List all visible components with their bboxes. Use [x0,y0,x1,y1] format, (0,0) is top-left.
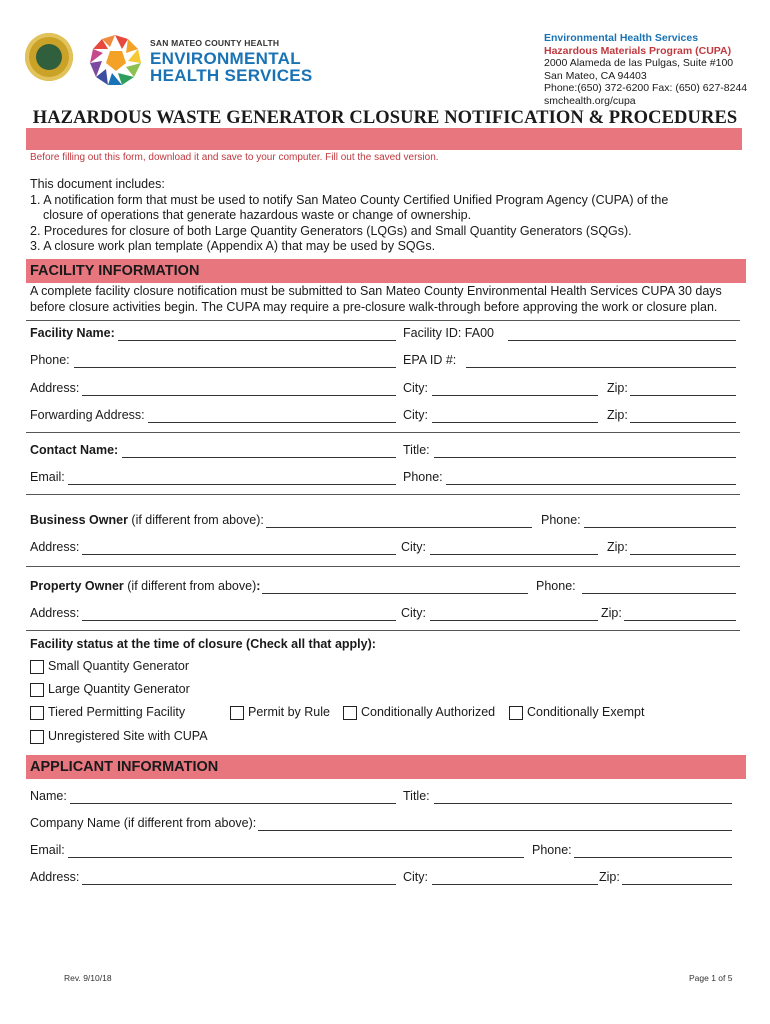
address-field[interactable] [82,395,396,396]
forwarding-city-field[interactable] [432,422,598,423]
lqg-label: Large Quantity Generator [48,682,190,696]
property-owner-field[interactable] [262,593,528,594]
applicant-zip-field[interactable] [622,884,732,885]
property-zip-field[interactable] [624,620,736,621]
lqg-checkbox[interactable] [30,683,44,697]
forwarding-address-field[interactable] [148,422,396,423]
intro-line-3: 2. Procedures for closure of both Large Quantity Generators (LQGs) and Small Quantity Generators (SQGs). [30,223,632,238]
facility-name-field[interactable] [118,340,396,341]
cond-authorized-checkbox[interactable] [343,706,357,720]
addr-line-3: 2000 Alameda de las Pulgas, Suite #100 [544,57,734,69]
business-address-label: Address: [30,540,80,554]
property-address-label: Address: [30,606,80,620]
applicant-title-field[interactable] [434,803,732,804]
facility-para-1: A complete facility closure notification must be submitted to San Mateo County Environmental Health Services CUPA 30 days [30,284,722,298]
business-zip-label: Zip: [607,540,628,554]
phone-label: Phone: [30,353,70,367]
contact-email-field[interactable] [68,484,396,485]
phone-field[interactable] [74,367,396,368]
facility-id-label: Facility ID: FA00 [403,326,494,340]
document-title: HAZARDOUS WASTE GENERATOR CLOSURE NOTIFICATION & PROCEDURES [32,108,738,128]
company-name-label: Company Name (if different from above): [30,816,257,830]
property-owner-label-bold: Property Owner [30,579,124,593]
divider [26,432,740,433]
title-bar [26,128,742,150]
revision-date: Rev. 9/10/18 [64,973,112,983]
cond-exempt-label: Conditionally Exempt [527,705,645,719]
contact-phone-field[interactable] [446,484,736,485]
forwarding-zip-field[interactable] [630,422,736,423]
unregistered-label: Unregistered Site with CUPA [48,729,208,743]
download-note: Before filling out this form, download it and save to your computer. Fill out the saved version. [30,152,439,163]
agency-address-block [544,32,747,107]
contact-title-field[interactable] [434,457,736,458]
facility-id-field[interactable] [508,340,736,341]
applicant-city-label: City: [403,870,428,884]
sqg-label: Small Quantity Generator [48,659,190,673]
applicant-email-label: Email: [30,843,65,857]
property-address-field[interactable] [82,620,396,621]
intro-line-1: 1. A notification form that must be used to notify San Mateo County Certified Unified Program Agency (CUPA) of the [30,192,669,207]
unregistered-checkbox[interactable] [30,730,44,744]
business-owner-label [30,513,264,527]
property-city-label: City: [401,606,426,620]
business-owner-phone-label: Phone: [541,513,581,527]
intro-line-0: This document includes: [30,177,165,191]
permit-by-rule-label: Permit by Rule [248,705,330,719]
city-field[interactable] [432,395,598,396]
property-zip-label: Zip: [601,606,622,620]
org-big-line-2: HEALTH SERVICES [150,66,313,85]
contact-phone-label: Phone: [403,470,443,484]
property-owner-phone-field[interactable] [582,593,736,594]
forwarding-zip-label: Zip: [607,408,628,422]
address-label: Address: [30,381,80,395]
applicant-email-field[interactable] [68,857,524,858]
applicant-zip-label: Zip: [599,870,620,884]
applicant-address-label: Address: [30,870,80,884]
epa-id-label: EPA ID #: [403,353,457,367]
contact-name-label: Contact Name: [30,443,119,457]
page-number: Page 1 of 5 [689,973,733,983]
cond-authorized-label: Conditionally Authorized [361,705,496,719]
facility-instructions [30,283,722,315]
company-name-field[interactable] [258,830,732,831]
forwarding-address-label: Forwarding Address: [30,408,145,422]
applicant-address-field[interactable] [82,884,396,885]
applicant-title-label: Title: [403,789,430,803]
addr-line-4: San Mateo, CA 94403 [544,69,647,82]
business-owner-label-note: (if different from above): [127,513,264,527]
sqg-checkbox[interactable] [30,660,44,674]
applicant-name-label: Name: [30,789,67,803]
applicant-section-heading: APPLICANT INFORMATION [26,755,746,779]
cond-exempt-checkbox[interactable] [509,706,523,720]
tiered-checkbox[interactable] [30,706,44,720]
contact-name-field[interactable] [122,457,396,458]
contact-title-label: Title: [403,443,430,457]
divider [26,630,740,631]
addr-line-1: Environmental Health Services [544,32,699,44]
facility-section-heading: FACILITY INFORMATION [26,259,746,283]
property-city-field[interactable] [430,620,598,621]
addr-line-6: smchealth.org/cupa [544,94,636,107]
business-zip-field[interactable] [630,554,736,555]
property-owner-colon: : [256,579,261,593]
business-city-field[interactable] [430,554,598,555]
divider [26,566,740,567]
intro-line-2: closure of operations that generate hazardous waste or change of ownership. [43,208,472,222]
status-heading: Facility status at the time of closure (Check all that apply): [30,637,376,651]
facility-name-label: Facility Name: [30,326,115,340]
contact-email-label: Email: [30,470,65,484]
divider [26,320,740,321]
property-owner-label-note: (if different from above) [123,579,257,593]
forwarding-city-label: City: [403,408,428,422]
applicant-phone-field[interactable] [574,857,732,858]
business-owner-field[interactable] [266,527,532,528]
county-seal [25,33,73,81]
org-small-name: SAN MATEO COUNTY HEALTH [150,38,280,48]
property-owner-label [30,579,260,593]
business-address-field[interactable] [82,554,396,555]
org-big-name [150,50,313,84]
org-big-line-1: ENVIRONMENTAL [150,49,301,68]
addr-line-5: Phone:(650) 372-6200 Fax: (650) 627-8244 [544,82,748,94]
city-label: City: [403,381,428,395]
ehs-logo-icon [88,33,142,87]
tiered-label: Tiered Permitting Facility [48,705,186,719]
intro-line-4: 3. A closure work plan template (Appendix A) that may be used by SQGs. [30,239,436,253]
zip-label: Zip: [607,381,628,395]
addr-line-2: Hazardous Materials Program (CUPA) [544,44,732,57]
permit-by-rule-checkbox[interactable] [230,706,244,720]
facility-para-2: before closure activities begin. The CUPA may require a pre-closure walk-through before approving the work or closure plan. [30,300,718,314]
business-owner-phone-field[interactable] [584,527,736,528]
intro-list [30,177,668,255]
applicant-name-field[interactable] [70,803,396,804]
property-owner-phone-label: Phone: [536,579,576,593]
epa-id-field[interactable] [466,367,736,368]
applicant-city-field[interactable] [432,884,598,885]
business-city-label: City: [401,540,426,554]
divider [26,494,740,495]
zip-field[interactable] [630,395,736,396]
applicant-phone-label: Phone: [532,843,572,857]
business-owner-label-bold: Business Owner [30,513,128,527]
